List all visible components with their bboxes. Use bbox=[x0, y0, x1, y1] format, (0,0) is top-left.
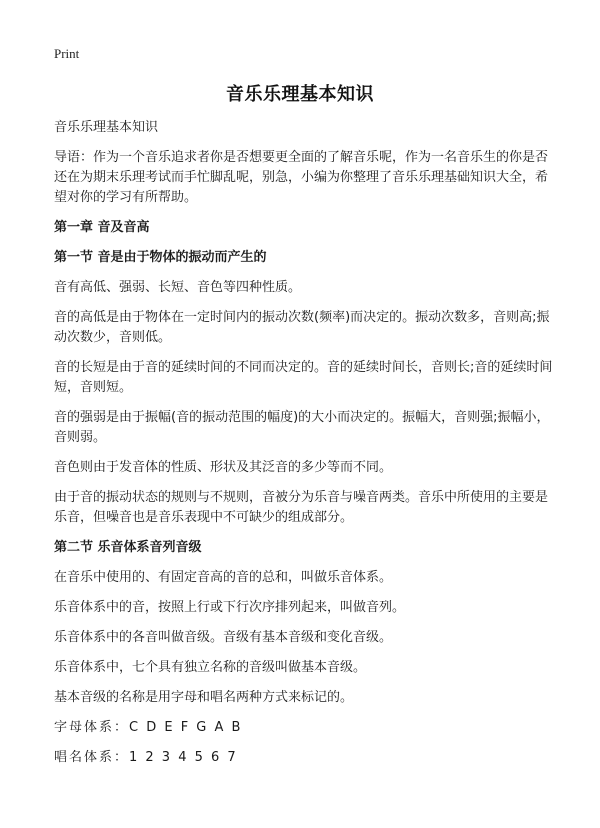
article-subtitle: 音乐乐理基本知识 bbox=[54, 120, 159, 135]
paragraph: 音色则由于发音体的性质、形状及其泛音的多少等而不同。 bbox=[54, 460, 393, 475]
solfege-system-line: 唱名体系：1 2 3 4 5 6 7 bbox=[54, 750, 238, 765]
paragraph: 乐音体系中的各音叫做音级。音级有基本音级和变化音级。 bbox=[54, 630, 393, 645]
section-heading-1: 第一节 音是由于物体的振动而产生的 bbox=[54, 250, 267, 265]
intro-paragraph: 导语：作为一个音乐追求者你是否想要更全面的了解音乐呢，作为一名音乐生的你是否还在为期末乐理考试而手忙脚乱呢，别急，小编为你整理了音乐乐理基础知识大全，希望对你的学习有所帮助。 bbox=[54, 150, 549, 205]
paragraph: 乐音体系中的音，按照上行或下行次序排列起来，叫做音列。 bbox=[54, 600, 406, 615]
paragraph: 在音乐中使用的、有固定音高的音的总和，叫做乐音体系。 bbox=[54, 570, 393, 585]
chapter-heading: 第一章 音及音高 bbox=[54, 220, 150, 235]
paragraph: 音的强弱是由于振幅(音的振动范围的幅度)的大小而决定的。振幅大，音则强;振幅小，音则弱。 bbox=[54, 410, 550, 445]
paragraph: 音有高低、强弱、长短、音色等四种性质。 bbox=[54, 280, 302, 295]
paragraph: 音的高低是由于物体在一定时间内的振动次数(频率)而决定的。振动次数多，音则高;振动次数少，音则低。 bbox=[54, 310, 550, 345]
article-body bbox=[54, 118, 554, 778]
page-title: 音乐乐理基本知识 bbox=[226, 84, 374, 105]
print-link[interactable]: Print bbox=[54, 46, 80, 61]
paragraph: 基本音级的名称是用字母和唱名两种方式来标记的。 bbox=[54, 690, 354, 705]
letter-system-line: 字母体系：C D E F G A B bbox=[54, 720, 243, 735]
paragraph: 乐音体系中，七个具有独立名称的音级叫做基本音级。 bbox=[54, 660, 367, 675]
paragraph: 由于音的振动状态的规则与不规则，音被分为乐音与噪音两类。音乐中所使用的主要是乐音，但噪音也是音乐表现中不可缺少的组成部分。 bbox=[54, 490, 549, 525]
paragraph: 音的长短是由于音的延续时间的不同而决定的。音的延续时间长，音则长;音的延续时间短，音则短。 bbox=[54, 360, 553, 395]
section-heading-2: 第二节 乐音体系音列音级 bbox=[54, 540, 202, 555]
